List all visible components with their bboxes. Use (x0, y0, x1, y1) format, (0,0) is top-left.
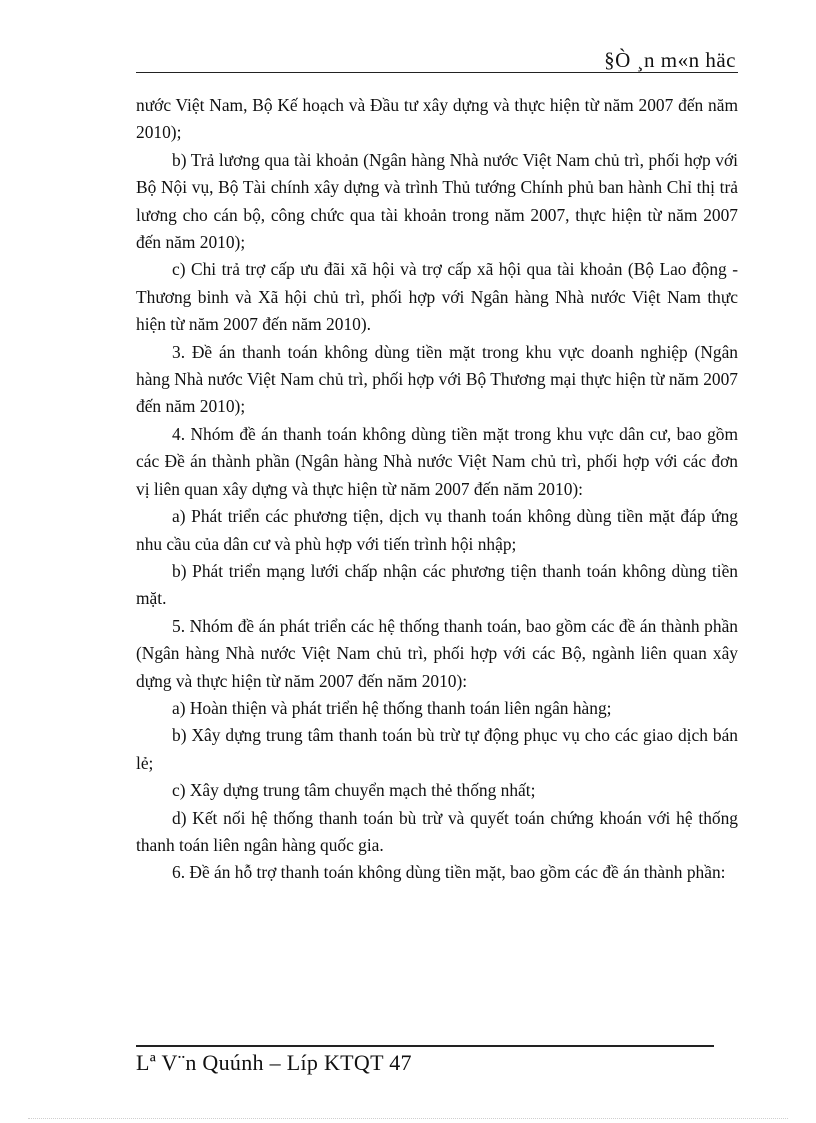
page-header-title: §Ò ¸n m«n häc (604, 48, 736, 72)
footer-divider (136, 1045, 714, 1047)
document-body (136, 92, 738, 887)
page-edge-dotted-line (28, 1118, 788, 1119)
header-divider (136, 72, 738, 73)
body-paragraph: nước Việt Nam, Bộ Kế hoạch và Đầu tư xây dựng và thực hiện từ năm 2007 đến năm 2010); (136, 95, 738, 143)
body-paragraph: b) Trả lương qua tài khoản (Ngân hàng Nhà nước Việt Nam chủ trì, phối hợp với Bộ Nội vụ, Bộ Tài chính xây dựng và trình Thủ tướng Chính phủ ban hành Chỉ thị trả lương cho cán bộ, công chức qua tài khoản trong năm 2007, thực hiện từ năm 2007 đến năm 2010); (136, 149, 738, 253)
body-paragraph: b) Xây dựng trung tâm thanh toán bù trừ tự động phục vụ cho các giao dịch bán lẻ; (136, 725, 738, 773)
body-paragraph: b) Phát triển mạng lưới chấp nhận các phương tiện thanh toán không dùng tiền mặt. (136, 560, 738, 609)
body-paragraph: c) Xây dựng trung tâm chuyển mạch thẻ thống nhất; (172, 780, 536, 801)
body-paragraph: a) Phát triển các phương tiện, dịch vụ thanh toán không dùng tiền mặt đáp ứng nhu cầu của dân cư và phù hợp với tiến trình hội nhập; (136, 506, 738, 554)
body-paragraph: 3. Đề án thanh toán không dùng tiền mặt trong khu vực doanh nghiệp (Ngân hàng Nhà nước Việt Nam chủ trì, phối hợp với Bộ Thương mại thực hiện từ năm 2007 đến năm 2010); (136, 341, 738, 417)
body-paragraph: 6. Đề án hỗ trợ thanh toán không dùng tiền mặt, bao gồm các đề án thành phần: (172, 862, 726, 883)
footer-author: Lª V¨n Quúnh – Líp KTQT 47 (136, 1050, 412, 1075)
body-paragraph: a) Hoàn thiện và phát triển hệ thống thanh toán liên ngân hàng; (172, 697, 612, 718)
body-paragraph: 5. Nhóm đề án phát triển các hệ thống thanh toán, bao gồm các đề án thành phần (Ngân hàng Nhà nước Việt Nam chủ trì, phối hợp với các Bộ, ngành liên quan xây dựng và thực hiện từ năm 2007 đến năm 2010): (136, 615, 738, 691)
body-paragraph: 4. Nhóm đề án thanh toán không dùng tiền mặt trong khu vực dân cư, bao gồm các Đề án thành phần (Ngân hàng Nhà nước Việt Nam chủ trì, phối hợp với các đơn vị liên quan xây dựng và thực hiện từ năm 2007 đến năm 2010): (136, 423, 738, 499)
body-paragraph: d) Kết nối hệ thống thanh toán bù trừ và quyết toán chứng khoán với hệ thống thanh toán liên ngân hàng quốc gia. (136, 807, 738, 855)
body-paragraph: c) Chi trả trợ cấp ưu đãi xã hội và trợ cấp xã hội qua tài khoản (Bộ Lao động - Thương binh và Xã hội chủ trì, phối hợp với Ngân hàng Nhà nước Việt Nam thực hiện từ năm 2007 đến năm 2010). (136, 259, 738, 335)
